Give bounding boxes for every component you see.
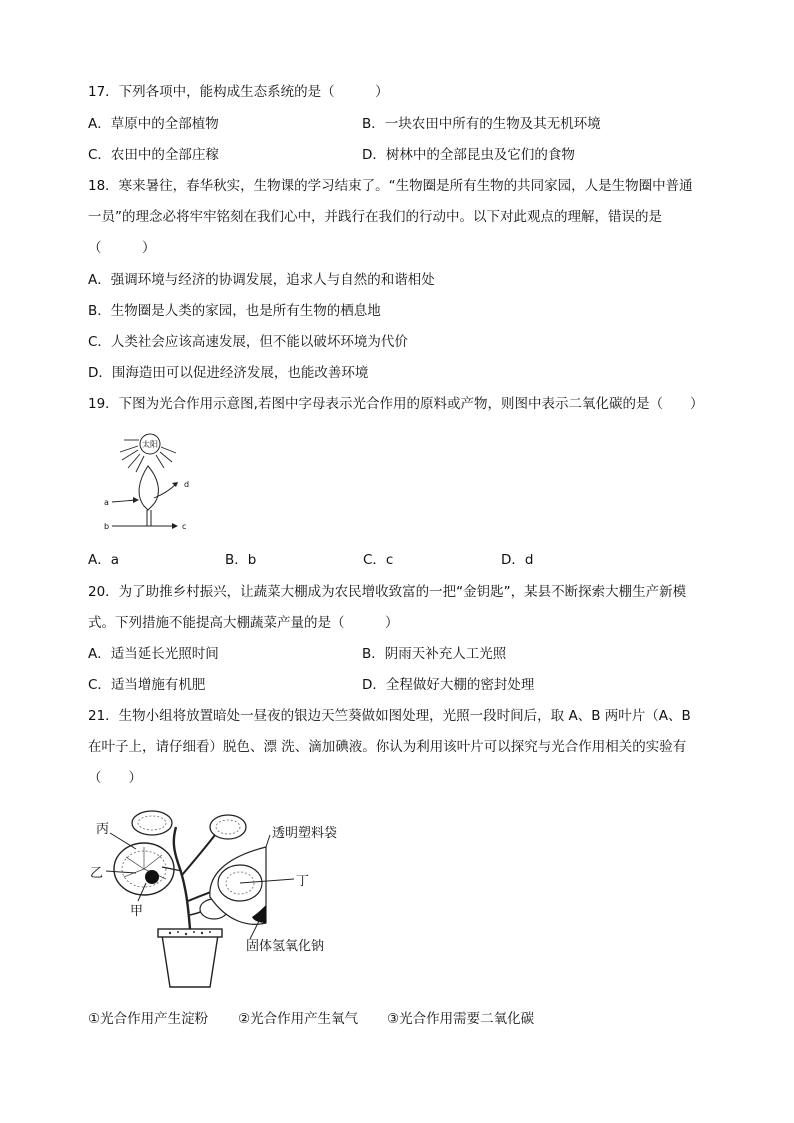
q21-item-3: ③光合作用需要二氧化碳 (387, 1011, 535, 1027)
q18-option-a[interactable]: A．强调环境与经济的协调发展，追求人与自然的和谐相处 (88, 272, 435, 288)
q17-option-d[interactable]: D．树林中的全部昆虫及它们的食物 (362, 147, 575, 163)
q17-option-c[interactable]: C．农田中的全部庄稼 (88, 147, 219, 163)
label-ding: 丁 (296, 874, 310, 889)
q20-stem-line2: 式。下列措施不能提高大棚蔬菜产量的是（ ） (88, 615, 399, 631)
sun-label: 太阳 (142, 440, 158, 449)
label-jia: 甲 (130, 904, 144, 919)
q21-stem-line3: （ ） (88, 770, 142, 786)
q18-stem-line1: 18．寒来暑往，春华秋实，生物课的学习结束了。“生物圈是所有生物的共同家园，人是生物圈中普通 (88, 178, 693, 194)
q21-item-1: ①光合作用产生淀粉 (88, 1011, 209, 1027)
q19-option-b[interactable]: B．b (225, 552, 257, 568)
q21-item-2: ②光合作用产生氧气 (238, 1011, 359, 1027)
q20-option-b[interactable]: B．阴雨天补充人工光照 (362, 646, 507, 662)
photosynthesis-diagram (98, 426, 198, 536)
q19-option-d[interactable]: D．d (501, 552, 534, 568)
q17-option-a[interactable]: A．草原中的全部植物 (88, 116, 219, 132)
geranium-experiment-diagram (90, 805, 360, 995)
label-yi: 乙 (90, 866, 104, 881)
q21-stem-line1: 21．生物小组将放置暗处一昼夜的银边天竺葵做如图处理，光照一段时间后，取 A、B 两叶片（A、B (88, 708, 691, 724)
label-bing: 丙 (96, 822, 110, 837)
q19-option-a[interactable]: A．a (88, 552, 120, 568)
label-c: c (182, 522, 187, 531)
q17-option-b[interactable]: B．一块农田中所有的生物及其无机环境 (362, 116, 601, 132)
q18-option-d[interactable]: D．围海造田可以促进经济发展，也能改善环境 (88, 365, 369, 381)
label-naoh: 固体氢氧化钠 (246, 939, 325, 954)
label-b: b (104, 522, 110, 531)
q18-option-b[interactable]: B．生物圈是人类的家园，也是所有生物的栖息地 (88, 303, 381, 319)
label-d: d (184, 480, 190, 489)
q20-option-a[interactable]: A．适当延长光照时间 (88, 646, 219, 662)
q19-stem: 19．下图为光合作用示意图,若图中字母表示光合作用的原料或产物，则图中表示二氧化碳的是（ ） (88, 396, 704, 412)
label-a: a (104, 498, 109, 507)
q21-stem-line2: 在叶子上，请仔细看）脱色、漂 洗、滴加碘液。你认为利用该叶片可以探究与光合作用相关的实验有 (88, 739, 687, 755)
q18-option-c[interactable]: C．人类社会应该高速发展，但不能以破坏环境为代价 (88, 334, 408, 350)
q20-option-c[interactable]: C．适当增施有机肥 (88, 677, 206, 693)
q20-stem-line1: 20．为了助推乡村振兴，让蔬菜大棚成为农民增收致富的一把“金钥匙”，某县不断探索大棚生产新模 (88, 584, 687, 600)
q18-stem-line3: （ ） (88, 240, 156, 256)
label-bag: 透明塑料袋 (272, 826, 338, 841)
q18-stem-line2: 一员”的理念必将牢牢铭刻在我们心中，并践行在我们的行动中。以下对此观点的理解，错误的是 (88, 209, 662, 225)
q19-option-c[interactable]: C．c (363, 552, 394, 568)
q17-stem: 17．下列各项中，能构成生态系统的是（ ） (88, 84, 389, 100)
q20-option-d[interactable]: D．全程做好大棚的密封处理 (362, 677, 535, 693)
